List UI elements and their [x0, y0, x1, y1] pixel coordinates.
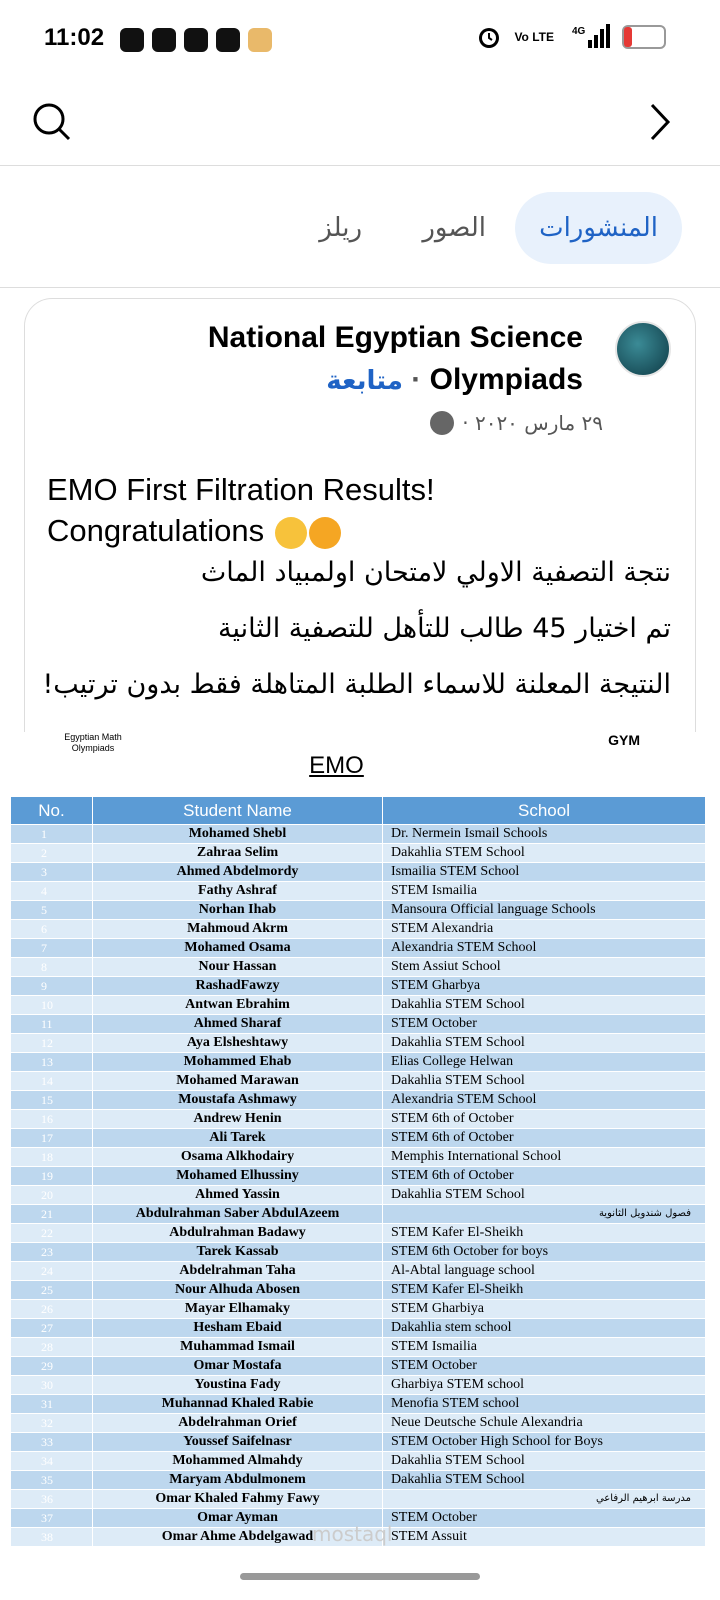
- student-name: Zahraa Selim: [93, 844, 383, 863]
- row-number: 38: [11, 1528, 93, 1547]
- school-name: Dakahlia STEM School: [383, 844, 706, 863]
- student-name: RashadFawzy: [93, 977, 383, 996]
- row-number: 16: [11, 1110, 93, 1129]
- school-name: Dr. Nermein Ismail Schools: [383, 825, 706, 844]
- row-number: 21: [11, 1205, 93, 1224]
- student-name: Antwan Ebrahim: [93, 996, 383, 1015]
- school-name: Neue Deutsche Schule Alexandria: [383, 1414, 706, 1433]
- student-name: Mohamed Marawan: [93, 1072, 383, 1091]
- student-name: Youssef Saifelnasr: [93, 1433, 383, 1452]
- school-name: Memphis International School: [383, 1148, 706, 1167]
- header-school: School: [383, 797, 706, 825]
- table-row: [11, 1072, 706, 1091]
- tab-posts[interactable]: المنشورات: [515, 192, 682, 264]
- table-row: [11, 1395, 706, 1414]
- student-name: Nour Alhuda Abosen: [93, 1281, 383, 1300]
- post-text-en: [47, 469, 435, 551]
- school-name: STEM October: [383, 1509, 706, 1528]
- row-number: 35: [11, 1471, 93, 1490]
- school-name: Alexandria STEM School: [383, 1091, 706, 1110]
- school-name: STEM Gharbya: [383, 977, 706, 996]
- row-number: 6: [11, 920, 93, 939]
- student-name: Mahmoud Akrm: [93, 920, 383, 939]
- student-name: Omar Ahme Abdelgawad: [93, 1528, 383, 1547]
- row-number: 4: [11, 882, 93, 901]
- student-name: Omar Khaled Fahmy Fawy: [93, 1490, 383, 1509]
- row-number: 32: [11, 1414, 93, 1433]
- sheet-title: EMO: [309, 752, 364, 779]
- page-name-line1: National Egyptian Science: [207, 321, 583, 354]
- post-text-line1: EMO First Filtration Results!: [47, 472, 435, 507]
- school-name: Gharbiya STEM school: [383, 1376, 706, 1395]
- row-number: 28: [11, 1338, 93, 1357]
- table-row: [11, 920, 706, 939]
- snapchat-icon: [152, 28, 176, 52]
- school-name: STEM October: [383, 1015, 706, 1034]
- school-name: Dakahlia STEM School: [383, 1034, 706, 1053]
- school-name: STEM Ismailia: [383, 882, 706, 901]
- system-icons: [476, 24, 666, 50]
- table-row: [11, 958, 706, 977]
- table-row: [11, 1281, 706, 1300]
- student-name: Mayar Elhamaky: [93, 1300, 383, 1319]
- top-bar: [0, 80, 720, 166]
- student-name: Aya Elsheshtawy: [93, 1034, 383, 1053]
- party-face-icon: [275, 517, 307, 549]
- school-name: STEM October: [383, 1357, 706, 1376]
- school-name: Dakahlia STEM School: [383, 1072, 706, 1091]
- student-name: Abdulrahman Badawy: [93, 1224, 383, 1243]
- school-name: STEM Alexandria: [383, 920, 706, 939]
- row-number: 5: [11, 901, 93, 920]
- school-name: Menofia STEM school: [383, 1395, 706, 1414]
- follow-button[interactable]: متابعة: [326, 366, 403, 396]
- student-name: Ali Tarek: [93, 1129, 383, 1148]
- row-number: 14: [11, 1072, 93, 1091]
- tab-reels[interactable]: ريلز: [319, 213, 362, 243]
- volte-indicator: Vo LTE: [514, 30, 554, 44]
- table-row: [11, 1376, 706, 1395]
- gym-logo: GYM: [608, 732, 640, 748]
- row-number: 13: [11, 1053, 93, 1072]
- row-number: 7: [11, 939, 93, 958]
- snapchat-icon: [120, 28, 144, 52]
- table-row: [11, 1129, 706, 1148]
- school-name: STEM 6th of October: [383, 1129, 706, 1148]
- table-row: [11, 1034, 706, 1053]
- student-name: Mohamed Elhussiny: [93, 1167, 383, 1186]
- table-row: [11, 1319, 706, 1338]
- school-name: STEM Kafer El-Sheikh: [383, 1224, 706, 1243]
- row-number: 8: [11, 958, 93, 977]
- school-name: STEM 6th of October: [383, 1110, 706, 1129]
- battery-icon: [622, 25, 666, 49]
- table-row: [11, 939, 706, 958]
- alarm-icon: [476, 24, 502, 50]
- table-row: [11, 1262, 706, 1281]
- results-table: [10, 796, 706, 1547]
- student-name: Maryam Abdulmonem: [93, 1471, 383, 1490]
- row-number: 26: [11, 1300, 93, 1319]
- post-card: [24, 298, 696, 758]
- student-name: Tarek Kassab: [93, 1243, 383, 1262]
- table-row: [11, 1053, 706, 1072]
- whatsapp-icon: [184, 28, 208, 52]
- student-name: Omar Mostafa: [93, 1357, 383, 1376]
- post-date: ٢٩ مارس ٢٠٢٠ ·: [462, 411, 603, 435]
- post-image[interactable]: [0, 732, 720, 1550]
- school-name: مدرسة ابرهيم الرفاعي: [383, 1490, 706, 1509]
- table-row: [11, 1452, 706, 1471]
- signal-icon: [566, 24, 610, 50]
- row-number: 31: [11, 1395, 93, 1414]
- table-row: [11, 1414, 706, 1433]
- avatar[interactable]: [615, 321, 671, 377]
- table-row: [11, 1433, 706, 1452]
- profile-tabs: [0, 166, 720, 288]
- row-number: 18: [11, 1148, 93, 1167]
- school-name: Mansoura Official language Schools: [383, 901, 706, 920]
- school-name: Dakahlia STEM School: [383, 1471, 706, 1490]
- student-name: Ahmed Abdelmordy: [93, 863, 383, 882]
- row-number: 15: [11, 1091, 93, 1110]
- student-name: Mohamed Osama: [93, 939, 383, 958]
- school-name: Dakahlia STEM School: [383, 1186, 706, 1205]
- table-row: [11, 1110, 706, 1129]
- table-row: [11, 1243, 706, 1262]
- row-number: 10: [11, 996, 93, 1015]
- student-name: Abdelrahman Orief: [93, 1414, 383, 1433]
- row-number: 25: [11, 1281, 93, 1300]
- student-name: Norhan Ihab: [93, 901, 383, 920]
- student-name: Ahmed Sharaf: [93, 1015, 383, 1034]
- app-icon: [216, 28, 240, 52]
- row-number: 3: [11, 863, 93, 882]
- row-number: 12: [11, 1034, 93, 1053]
- table-row: [11, 825, 706, 844]
- school-name: STEM 6th October for boys: [383, 1243, 706, 1262]
- student-name: Andrew Henin: [93, 1110, 383, 1129]
- school-name: Dakahlia STEM School: [383, 1452, 706, 1471]
- status-bar: [0, 0, 720, 80]
- table-row: [11, 1490, 706, 1509]
- table-row: [11, 901, 706, 920]
- row-number: 34: [11, 1452, 93, 1471]
- student-name: Mohammed Almahdy: [93, 1452, 383, 1471]
- post-text-line2: Congratulations: [47, 513, 265, 548]
- school-name: Dakahlia STEM School: [383, 996, 706, 1015]
- row-number: 2: [11, 844, 93, 863]
- row-number: 17: [11, 1129, 93, 1148]
- search-icon[interactable]: [32, 102, 72, 142]
- school-name: STEM October High School for Boys: [383, 1433, 706, 1452]
- student-name: Mohamed Shebl: [93, 825, 383, 844]
- school-name: STEM Kafer El-Sheikh: [383, 1281, 706, 1300]
- school-name: Dakahlia stem school: [383, 1319, 706, 1338]
- table-row: [11, 882, 706, 901]
- globe-icon: [430, 411, 454, 435]
- table-row: [11, 863, 706, 882]
- table-row: [11, 1224, 706, 1243]
- school-name: Alexandria STEM School: [383, 939, 706, 958]
- emo-logo: Egyptian Math Olympiads: [64, 732, 122, 753]
- student-name: Ahmed Yassin: [93, 1186, 383, 1205]
- table-row: [11, 977, 706, 996]
- post-text-ar-line1: نتجة التصفية الاولي لامتحان اولمبياد الماث: [200, 557, 671, 588]
- row-number: 22: [11, 1224, 93, 1243]
- school-name: Stem Assiut School: [383, 958, 706, 977]
- row-number: 9: [11, 977, 93, 996]
- table-row: [11, 1167, 706, 1186]
- row-number: 24: [11, 1262, 93, 1281]
- student-name: Omar Ayman: [93, 1509, 383, 1528]
- table-row: [11, 844, 706, 863]
- row-number: 30: [11, 1376, 93, 1395]
- student-name: Abdelrahman Taha: [93, 1262, 383, 1281]
- row-number: 33: [11, 1433, 93, 1452]
- row-number: 11: [11, 1015, 93, 1034]
- school-name: Al-Abtal language school: [383, 1262, 706, 1281]
- school-name: Elias College Helwan: [383, 1053, 706, 1072]
- table-row: [11, 996, 706, 1015]
- battery-level: 20: [635, 28, 653, 45]
- table-row: [11, 1205, 706, 1224]
- student-name: Youstina Fady: [93, 1376, 383, 1395]
- row-number: 27: [11, 1319, 93, 1338]
- table-row: [11, 1186, 706, 1205]
- table-row: [11, 1471, 706, 1490]
- page-name-line2: Olympiads: [429, 363, 583, 396]
- page-name[interactable]: National Egyptian Science متابعة · Olympiads: [63, 317, 583, 402]
- student-name: Osama Alkhodairy: [93, 1148, 383, 1167]
- school-name: STEM 6th of October: [383, 1167, 706, 1186]
- tab-photos[interactable]: الصور: [422, 213, 486, 243]
- student-name: Nour Hassan: [93, 958, 383, 977]
- row-number: 29: [11, 1357, 93, 1376]
- row-number: 23: [11, 1243, 93, 1262]
- student-name: Abdulrahman Saber AbdulAzeem: [93, 1205, 383, 1224]
- header-student-name: Student Name: [93, 797, 383, 825]
- status-time: 11:02: [44, 24, 105, 51]
- table-row: [11, 1015, 706, 1034]
- post-text-ar-line2: تم اختيار 45 طالب للتأهل للتصفية الثانية: [217, 613, 671, 644]
- student-name: Mohammed Ehab: [93, 1053, 383, 1072]
- student-name: Moustafa Ashmawy: [93, 1091, 383, 1110]
- row-number: 1: [11, 825, 93, 844]
- star-struck-icon: [309, 517, 341, 549]
- row-number: 36: [11, 1490, 93, 1509]
- table-row: [11, 1091, 706, 1110]
- table-row: [11, 1148, 706, 1167]
- student-name: Fathy Ashraf: [93, 882, 383, 901]
- student-name: Muhammad Ismail: [93, 1338, 383, 1357]
- row-number: 20: [11, 1186, 93, 1205]
- table-row: [11, 1300, 706, 1319]
- header-no: No.: [11, 797, 93, 825]
- amazon-icon: [248, 28, 272, 52]
- post-text-ar-line3: النتيجة المعلنة للاسماء الطلبة المتاهلة فقط بدون ترتيب!: [42, 669, 671, 700]
- school-name: STEM Ismailia: [383, 1338, 706, 1357]
- student-name: Muhannad Khaled Rabie: [93, 1395, 383, 1414]
- post-meta: [430, 411, 603, 435]
- school-name: Ismailia STEM School: [383, 863, 706, 882]
- row-number: 37: [11, 1509, 93, 1528]
- watermark: mostaql: [312, 1522, 393, 1546]
- school-name: STEM Assuit: [383, 1528, 706, 1547]
- notification-icons: [120, 28, 272, 52]
- svg-text:4G: 4G: [572, 26, 586, 37]
- row-number: 19: [11, 1167, 93, 1186]
- school-name: STEM Gharbiya: [383, 1300, 706, 1319]
- gesture-bar[interactable]: [240, 1573, 480, 1580]
- student-name: Hesham Ebaid: [93, 1319, 383, 1338]
- school-name: فصول شندويل الثانوية: [383, 1205, 706, 1224]
- table-row: [11, 1357, 706, 1376]
- table-row: [11, 1338, 706, 1357]
- chevron-right-icon[interactable]: [648, 102, 672, 142]
